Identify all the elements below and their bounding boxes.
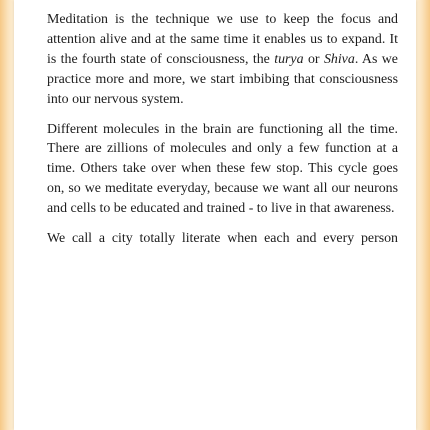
- paragraph-molecules: Different molecules in the brain are functioning all the time. There are zillions of molecules and only a few function at a time. Others take over when these few stop. This cycle goes on, so we meditate everyday, because we want all our neurons and cells to be educated and trained - to live in that awareness.: [47, 121, 398, 217]
- connector-or: or: [303, 51, 324, 67]
- book-page: [14, 0, 416, 430]
- paragraph-1-text-start: Meditation is the technique we use to keep the focus and attention alive and at the same time it enables us to expand. It is the fourth state of consciousness, the: [47, 12, 398, 67]
- paragraph-1-text-end: . As we practice more and more, we start imbibing that consciousness into our nervous system.: [47, 51, 398, 107]
- page-text: [47, 10, 398, 249]
- term-turya: turya: [274, 51, 304, 67]
- paragraph-literate-city: We call a city totally literate when each and every person: [47, 231, 398, 247]
- paragraph-meditation: [47, 10, 398, 110]
- term-shiva: Shiva: [323, 51, 355, 67]
